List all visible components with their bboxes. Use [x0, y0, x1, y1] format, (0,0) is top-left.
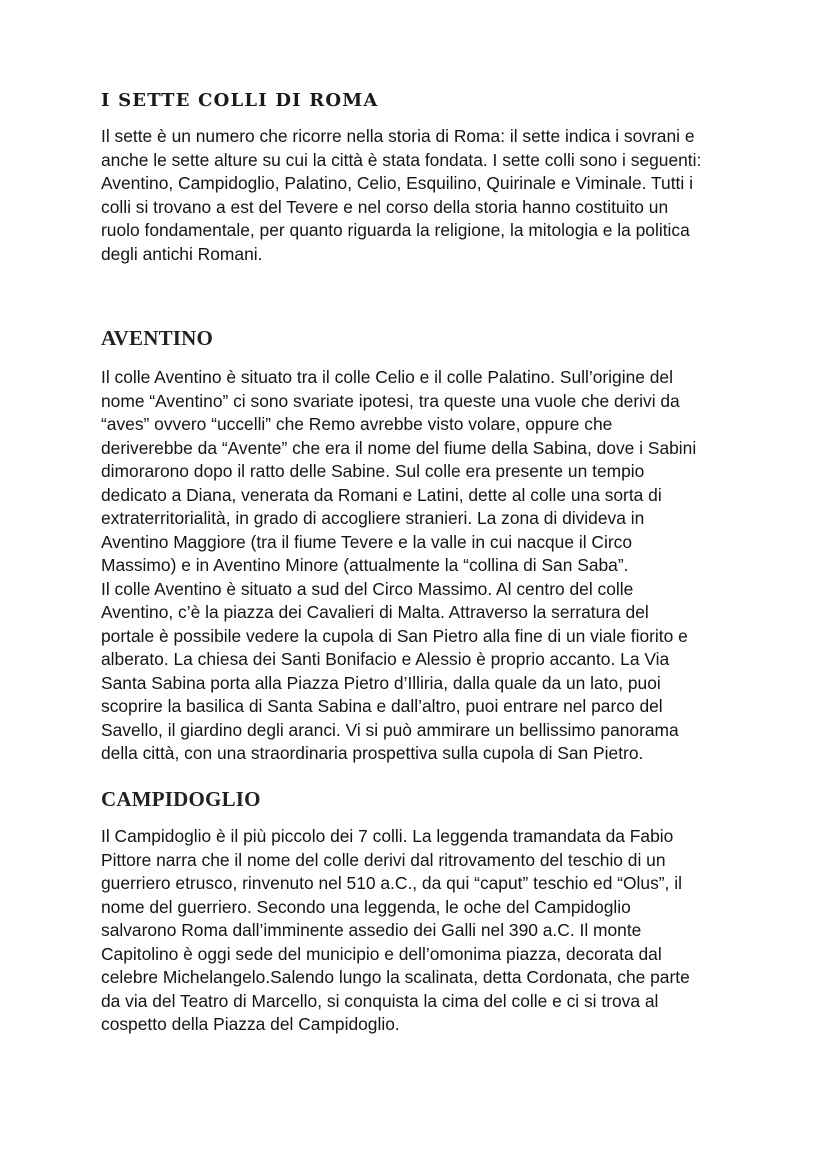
paragraph-line: anche le sette alture su cui la città è stata fondata. I sette colli sono i seguenti:	[101, 149, 702, 170]
document-title: I SETTE COLLI DI ROMA	[101, 90, 379, 111]
section-heading-aventino: AVENTINO	[101, 326, 214, 350]
section-heading-campidoglio: CAMPIDOGLIO	[101, 787, 261, 811]
paragraph-line: Aventino Maggiore (tra il fiume Tevere e la valle in cui nacque il Circo	[101, 531, 632, 552]
paragraph-line: della città, con una straordinaria prospettiva sulla cupola di San Pietro.	[101, 743, 644, 763]
paragraph-line: Santa Sabina porta alla Piazza Pietro d’Illiria, dalla quale da un lato, puoi	[101, 672, 661, 693]
paragraph-line: alberato. La chiesa dei Santi Bonifacio e Alessio è proprio accanto. La Via	[101, 649, 670, 669]
paragraph-line: portale è possibile vedere la cupola di San Pietro alla fine di un viale fiorito e	[101, 625, 688, 646]
paragraph-line: celebre Michelangelo.Salendo lungo la scalinata, detta Cordonata, che parte	[101, 967, 690, 987]
paragraph-line: Il Campidoglio è il più piccolo dei 7 colli. La leggenda tramandata da Fabio	[101, 826, 674, 846]
paragraph-line: guerriero etrusco, rinvenuto nel 510 a.C., da qui “caput” teschio ed “Olus”, il	[101, 873, 682, 893]
paragraph-line: extraterritorialità, in grado di accogliere stranieri. La zona di divideva in	[101, 508, 645, 528]
paragraph-line: Aventino, Campidoglio, Palatino, Celio, Esquilino, Quirinale e Viminale. Tutti i	[101, 173, 693, 193]
paragraph-line: ruolo fondamentale, per quanto riguarda la religione, la mitologia e la politica	[101, 220, 690, 240]
paragraph-line: dimorarono dopo il ratto delle Sabine. Sul colle era presente un tempio	[101, 461, 645, 481]
paragraph-line: Aventino, c’è la piazza dei Cavalieri di Malta. Attraverso la serratura del	[101, 602, 649, 622]
paragraph-line: cospetto della Piazza del Campidoglio.	[101, 1014, 400, 1034]
paragraph-line: deriverebbe da “Avente” che era il nome del fiume della Sabina, dove i Sabini	[101, 437, 697, 458]
paragraph-line: Savello, il giardino degli aranci. Vi si può ammirare un bellissimo panorama	[101, 719, 679, 740]
campidoglio-paragraph	[101, 825, 741, 1037]
paragraph-line: salvarono Roma dall’imminente assedio dei Galli nel 390 a.C. Il monte	[101, 920, 642, 940]
paragraph-line: scoprire la basilica di Santa Sabina e dall’altro, puoi entrare nel parco del	[101, 696, 663, 716]
paragraph-line: Capitolino è oggi sede del municipio e dell’omonima piazza, decorata dal	[101, 943, 662, 964]
paragraph-line: degli antichi Romani.	[101, 243, 263, 264]
paragraph-line: Il colle Aventino è situato a sud del Circo Massimo. Al centro del colle	[101, 578, 634, 599]
paragraph-line: Massimo) e in Aventino Minore (attualmente la “collina di San Saba”.	[101, 555, 629, 575]
paragraph-line: nome “Aventino” ci sono svariate ipotesi, tra queste una vuole che derivi da	[101, 390, 680, 411]
paragraph-line: Il sette è un numero che ricorre nella storia di Roma: il sette indica i sovrani e	[101, 126, 695, 146]
paragraph-line: dedicato a Diana, venerata da Romani e Latini, dette al colle una sorta di	[101, 484, 662, 505]
paragraph-line: Il colle Aventino è situato tra il colle Celio e il colle Palatino. Sull’origine del	[101, 367, 673, 387]
aventino-paragraph	[101, 366, 741, 766]
paragraph-line: da via del Teatro di Marcello, si conquista la cima del colle e ci si trova al	[101, 990, 659, 1011]
paragraph-line: “aves” ovvero “uccelli” che Remo avrebbe visto volare, oppure che	[101, 414, 613, 434]
intro-paragraph	[101, 125, 741, 266]
paragraph-line: colli si trovano a est del Tevere e nel corso della storia hanno costituito un	[101, 196, 669, 217]
paragraph-line: nome del guerriero. Secondo una leggenda, le oche del Campidoglio	[101, 896, 631, 917]
paragraph-line: Pittore narra che il nome del colle derivi dal ritrovamento del teschio di un	[101, 849, 666, 870]
